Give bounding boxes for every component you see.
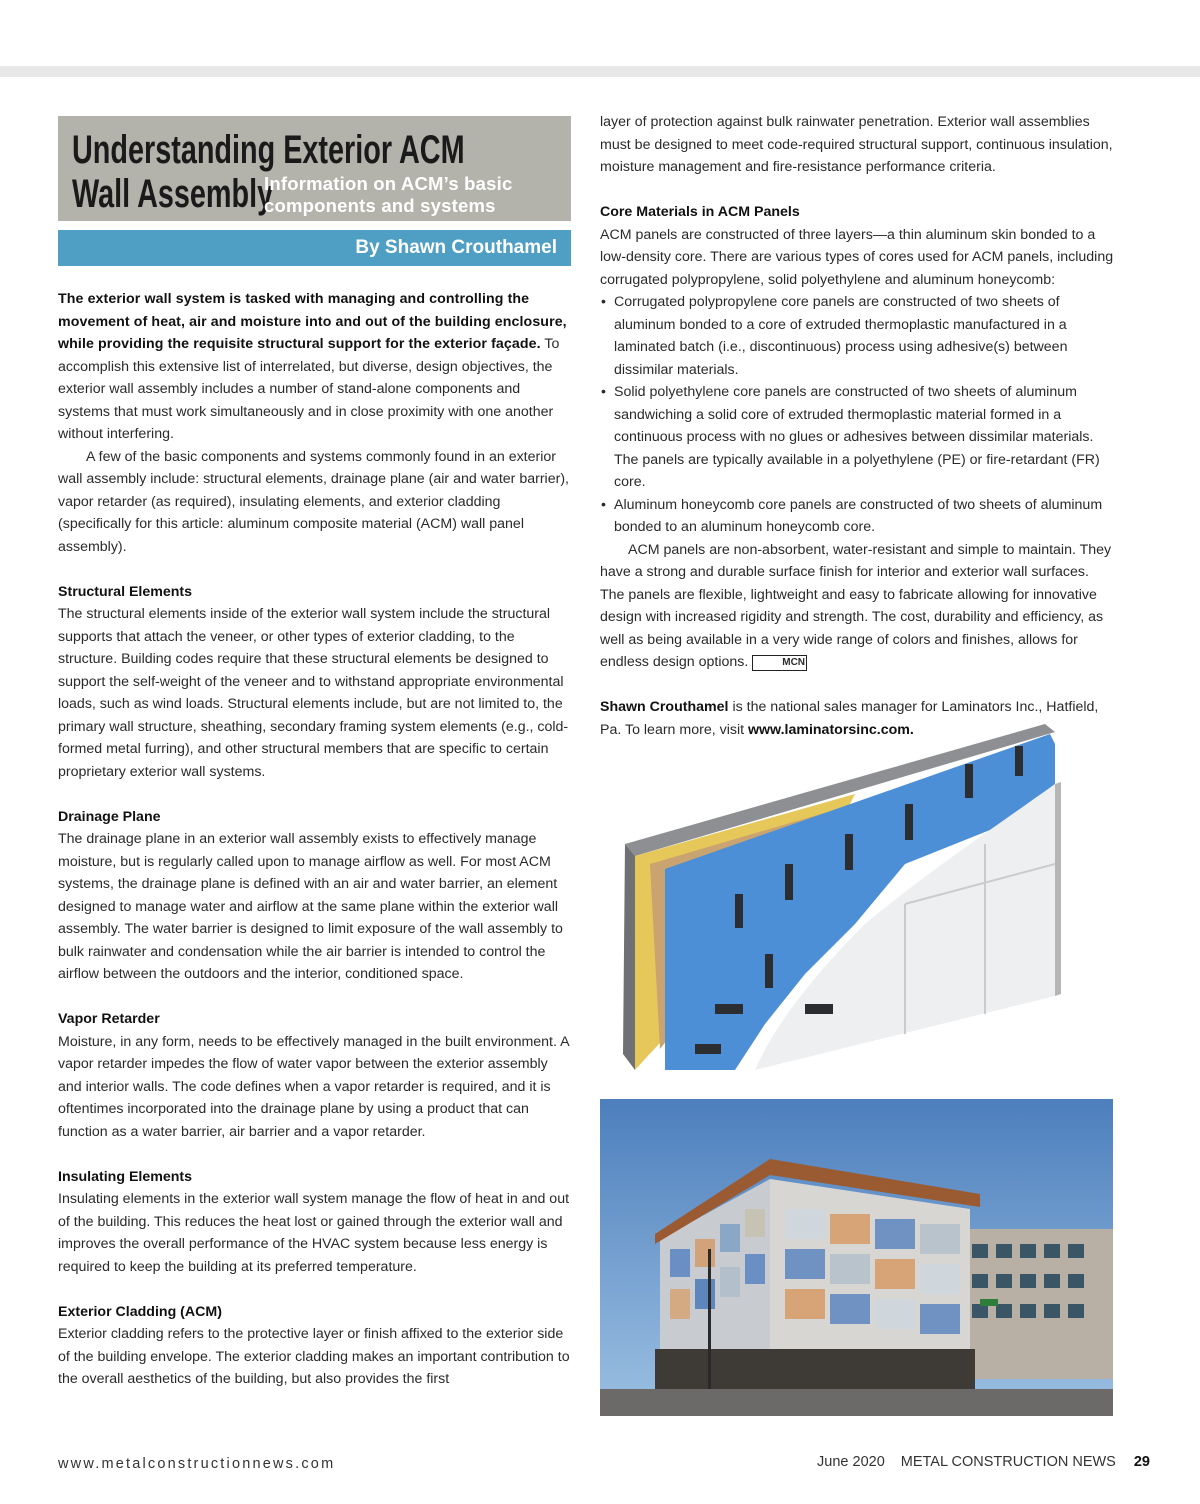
footer-magazine: METAL CONSTRUCTION NEWS [900, 1454, 1116, 1470]
paragraph-insulating: Insulating elements in the exterior wall system manage the flow of heat in and out of the building. This reduces the heat lost or gained through the exterior wall and improves the overall performance of the HVAC system because less energy is required to keep the building at its preferred temperature. [58, 1191, 570, 1275]
bio-name: Shawn Crouthamel [600, 699, 729, 715]
top-bar [0, 66, 1200, 77]
wall-assembly-illustration [605, 721, 1117, 1074]
byline: By Shawn Crouthamel [58, 230, 571, 266]
heading-cladding: Exterior Cladding (ACM) [58, 1303, 222, 1320]
title-line-1: Understanding Exterior ACM [72, 128, 465, 172]
paragraph-drainage: The drainage plane in an exterior wall assembly exists to effectively manage moisture, but is regularly called upon to manage airflow as well. For most ACM systems, the drainage plane is defined with an air and water barrier, an element designed to manage water and airflow at the same plane within the exterior wall assembly. The water barrier is designed to limit exposure of the wall assembly to bulk rainwater and condensation while the air barrier is intended to control the airflow between the outdoors and the interior, conditioned space. [58, 831, 563, 982]
lead-paragraph [58, 288, 573, 446]
wall-frame-side [623, 844, 635, 1070]
footer-info [817, 1454, 1150, 1470]
bio-link[interactable]: www.laminatorsinc.com. [747, 721, 914, 738]
list-item: • Corrugated polypropylene core panels are constructed of two sheets of aluminum bonded to a core of extruded thermoplastic manufactured in a laminated batch (i.e., discontinuous) process using adhesive(s) between dissimilar materials. [600, 291, 1116, 381]
article-subtitle [264, 173, 512, 217]
paragraph-cladding: Exterior cladding refers to the protective layer or finish affixed to the exterior side of the building envelope. The exterior cladding makes an important contribution to the overall aesthetics of the building, but also provides the first [58, 1326, 570, 1387]
lead-bold: The exterior wall system is tasked with managing and controlling the movement of heat, air and moisture into and out of the building enclosure, while providing the requisite structural support for the exterior façade. [58, 291, 567, 352]
paragraph-structural: The structural elements inside of the exterior wall system include the structural supports that attach the veneer, or other types of exterior cladding, to the structure. Building codes require that these structural elements be designed to support the self-weight of the veneer and to withstand appropriate environmental loads, such as wind loads. Structural elements include, but are not limited to, the primary wall structure, sheathing, secondary framing system elements (e.g., cold-formed metal furring), and other structural members that are specific to certain proprietary exterior wall systems. [58, 606, 569, 780]
end-mark: MCN [752, 655, 807, 671]
page-number: 29 [1133, 1454, 1150, 1470]
ground-floor [655, 1349, 975, 1394]
lead-rest: To accomplish this extensive list of interrelated, but diverse, design objectives, the exterior wall assembly includes a number of stand-alone components and systems that must work simultaneously and in close proximity with one another without interfering. [58, 336, 560, 442]
core-bullet-list [600, 291, 1116, 539]
heading-drainage: Drainage Plane [58, 808, 161, 825]
title-box [58, 116, 571, 221]
paragraph-vapor: Moisture, in any form, needs to be effectively managed in the built environment. A vapor retarder impedes the flow of water vapor between the exterior assembly and interior walls. The code defines when a vapor retarder is required, and it is oftentimes incorporated into the drainage plane by using a product that can function as a water barrier, air barrier and a vapor retarder. [58, 1033, 569, 1140]
list-item: • Aluminum honeycomb core panels are constructed of two sheets of aluminum bonded to an aluminum honeycomb core. [600, 494, 1116, 539]
subtitle-line-2: components and systems [264, 195, 496, 216]
heading-core: Core Materials in ACM Panels [600, 204, 800, 220]
heading-vapor: Vapor Retarder [58, 1011, 160, 1027]
paragraph-cladding-cont: layer of protection against bulk rainwater penetration. Exterior wall assemblies must be designed to meet code-required structural support, continuous insulation, moisture management and fire-resistance performance criteria. [600, 114, 1113, 175]
list-item: • Solid polyethylene core panels are constructed of two sheets of aluminum sandwiching a solid core of extruded thermoplastic material formed in a continuous process with no glues or adhesives between dissimilar materials. The panels are typically available in a polyethylene (PE) or fire-retardant (FR) core. [600, 381, 1116, 494]
heading-structural: Structural Elements [58, 583, 193, 600]
heading-insulating: Insulating Elements [58, 1168, 193, 1185]
left-column [58, 288, 573, 1391]
building-photo [600, 1099, 1113, 1416]
right-column [600, 111, 1116, 741]
bio-text: is the national sales manager for Laminators Inc., Hatfield, Pa. To learn more, visit [600, 699, 1099, 738]
paragraph-closing [600, 539, 1116, 674]
panel-edge [1055, 782, 1061, 996]
street-pole [708, 1249, 711, 1389]
footer-date: June 2020 [817, 1454, 885, 1470]
title-line-2: Wall Assembly [72, 172, 274, 216]
paragraph-core: ACM panels are constructed of three layers—a thin aluminum skin bonded to a low-density core. There are various types of cores used for ACM panels, including corrugated polypropylene, solid polyethylene and aluminum honeycomb: [600, 226, 1114, 288]
closing-text: ACM panels are non-absorbent, water-resistant and simple to maintain. They have a strong and durable surface finish for interior and exterior wall surfaces. The panels are flexible, lightweight and easy to fabricate allowing for innovative design with increased rigidity and strength. The cost, durability and efficiency, as well as being available in a very wide range of colors and finishes, allows for endless design options. [600, 541, 1112, 670]
paragraph-components: A few of the basic components and systems commonly found in an exterior wall assembly include: structural elements, drainage plane (air and water barrier), vapor retarder (as required), insulating elements, and exterior cladding (specifically for this article: aluminum composite material (ACM) wall panel assembly). [58, 448, 569, 555]
footer-website[interactable]: www.metalconstructionnews.com [58, 1456, 336, 1472]
subtitle-line-1: Information on ACM’s basic [264, 173, 513, 194]
